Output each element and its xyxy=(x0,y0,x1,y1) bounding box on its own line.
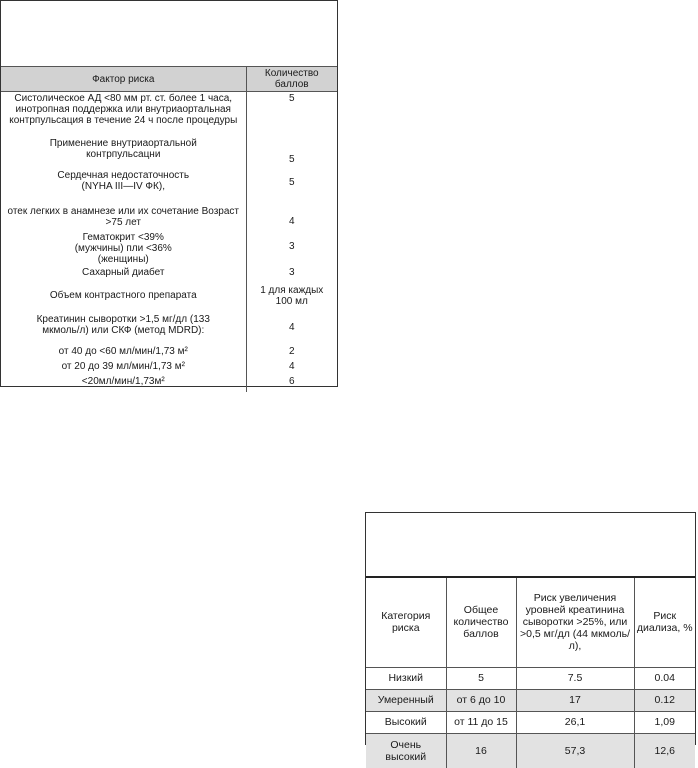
header-score: Количество баллов xyxy=(246,67,337,92)
score-cell: 5 xyxy=(246,138,337,166)
creatinine-cell: 17 xyxy=(516,689,634,711)
total-cell: 16 xyxy=(446,733,516,768)
score-cell: 5 xyxy=(246,92,337,138)
total-cell: от 11 до 15 xyxy=(446,711,516,733)
factor-cell: <20мл/мин/1,73м² xyxy=(81,375,165,387)
factor-cell: Применение внутриаортальной контрпульсацни xyxy=(49,137,197,160)
category-cell: Низкий xyxy=(366,667,446,689)
creatinine-cell: 7.5 xyxy=(516,667,634,689)
header-risk-factor: Фактор риска xyxy=(1,67,246,92)
risk-factor-table-panel xyxy=(0,0,338,387)
dialysis-cell: 1,09 xyxy=(634,711,695,733)
score-cell: 5 xyxy=(246,166,337,200)
score-cell: 2 xyxy=(246,345,337,360)
dialysis-cell: 0.04 xyxy=(634,667,695,689)
risk-category-table xyxy=(366,576,695,768)
table-caption-area xyxy=(366,513,695,576)
factor-cell: Креатинин сыворотки >1,5 мг/дл (133 мкмоль/л) или СКФ (метод MDRD): xyxy=(36,313,210,336)
header-dialysis-risk: Риск диализа, % xyxy=(634,577,695,667)
creatinine-cell: 57,3 xyxy=(516,733,634,768)
total-cell: 5 xyxy=(446,667,516,689)
risk-category-table-panel xyxy=(365,512,696,763)
dialysis-cell: 0.12 xyxy=(634,689,695,711)
category-cell: Высокий xyxy=(366,711,446,733)
table-row xyxy=(366,689,695,711)
category-cell: Умеренный xyxy=(366,689,446,711)
risk-factor-table xyxy=(1,66,337,392)
table-row xyxy=(366,711,695,733)
dialysis-cell: 12,6 xyxy=(634,733,695,768)
score-cell: 3 xyxy=(246,265,337,281)
header-total-score: Общее количество баллов xyxy=(446,577,516,667)
table-row xyxy=(366,667,695,689)
total-cell: от 6 до 10 xyxy=(446,689,516,711)
factor-cell: отек легких в анамнезе или их сочетание Возраст >75 лет xyxy=(7,205,240,228)
factor-cell: от 20 до 39 мл/мин/1,73 м² xyxy=(61,360,185,372)
factor-cell: от 40 до <60 мл/мин/1,73 м² xyxy=(58,345,188,357)
factor-cell: Сердечная недостаточность (NYHA III—IV ФК), xyxy=(57,169,190,192)
header-risk-category: Категория риска xyxy=(366,577,446,667)
factor-cell: Систолическое АД <80 мм рт. ст. более 1 часа, инотропная поддержка или внутриаортальная контрпульсация в течение 24 ч после процедуры xyxy=(9,93,238,126)
score-cell: 4 xyxy=(246,311,337,345)
header-creatinine-risk: Риск увеличения уровней креатинина сыворотки >25%, или >0,5 мг/дл (44 мкмоль/л), xyxy=(516,577,634,667)
score-cell: 6 xyxy=(246,375,337,392)
score-cell: 3 xyxy=(246,228,337,265)
score-cell: 1 для каждых 100 мл xyxy=(246,281,337,311)
score-cell: 4 xyxy=(246,360,337,375)
category-cell: Очень высокий xyxy=(366,733,446,768)
creatinine-cell: 26,1 xyxy=(516,711,634,733)
table-row xyxy=(366,733,695,768)
factor-cell: Объем контрастного препарата xyxy=(49,290,197,301)
factor-cell: Сахарный диабет xyxy=(82,267,165,278)
factor-cell: Гематокрит <39% (мужчины) пли <36% (женщины) xyxy=(74,231,172,265)
score-cell: 4 xyxy=(246,200,337,228)
table-caption-area xyxy=(1,1,337,66)
